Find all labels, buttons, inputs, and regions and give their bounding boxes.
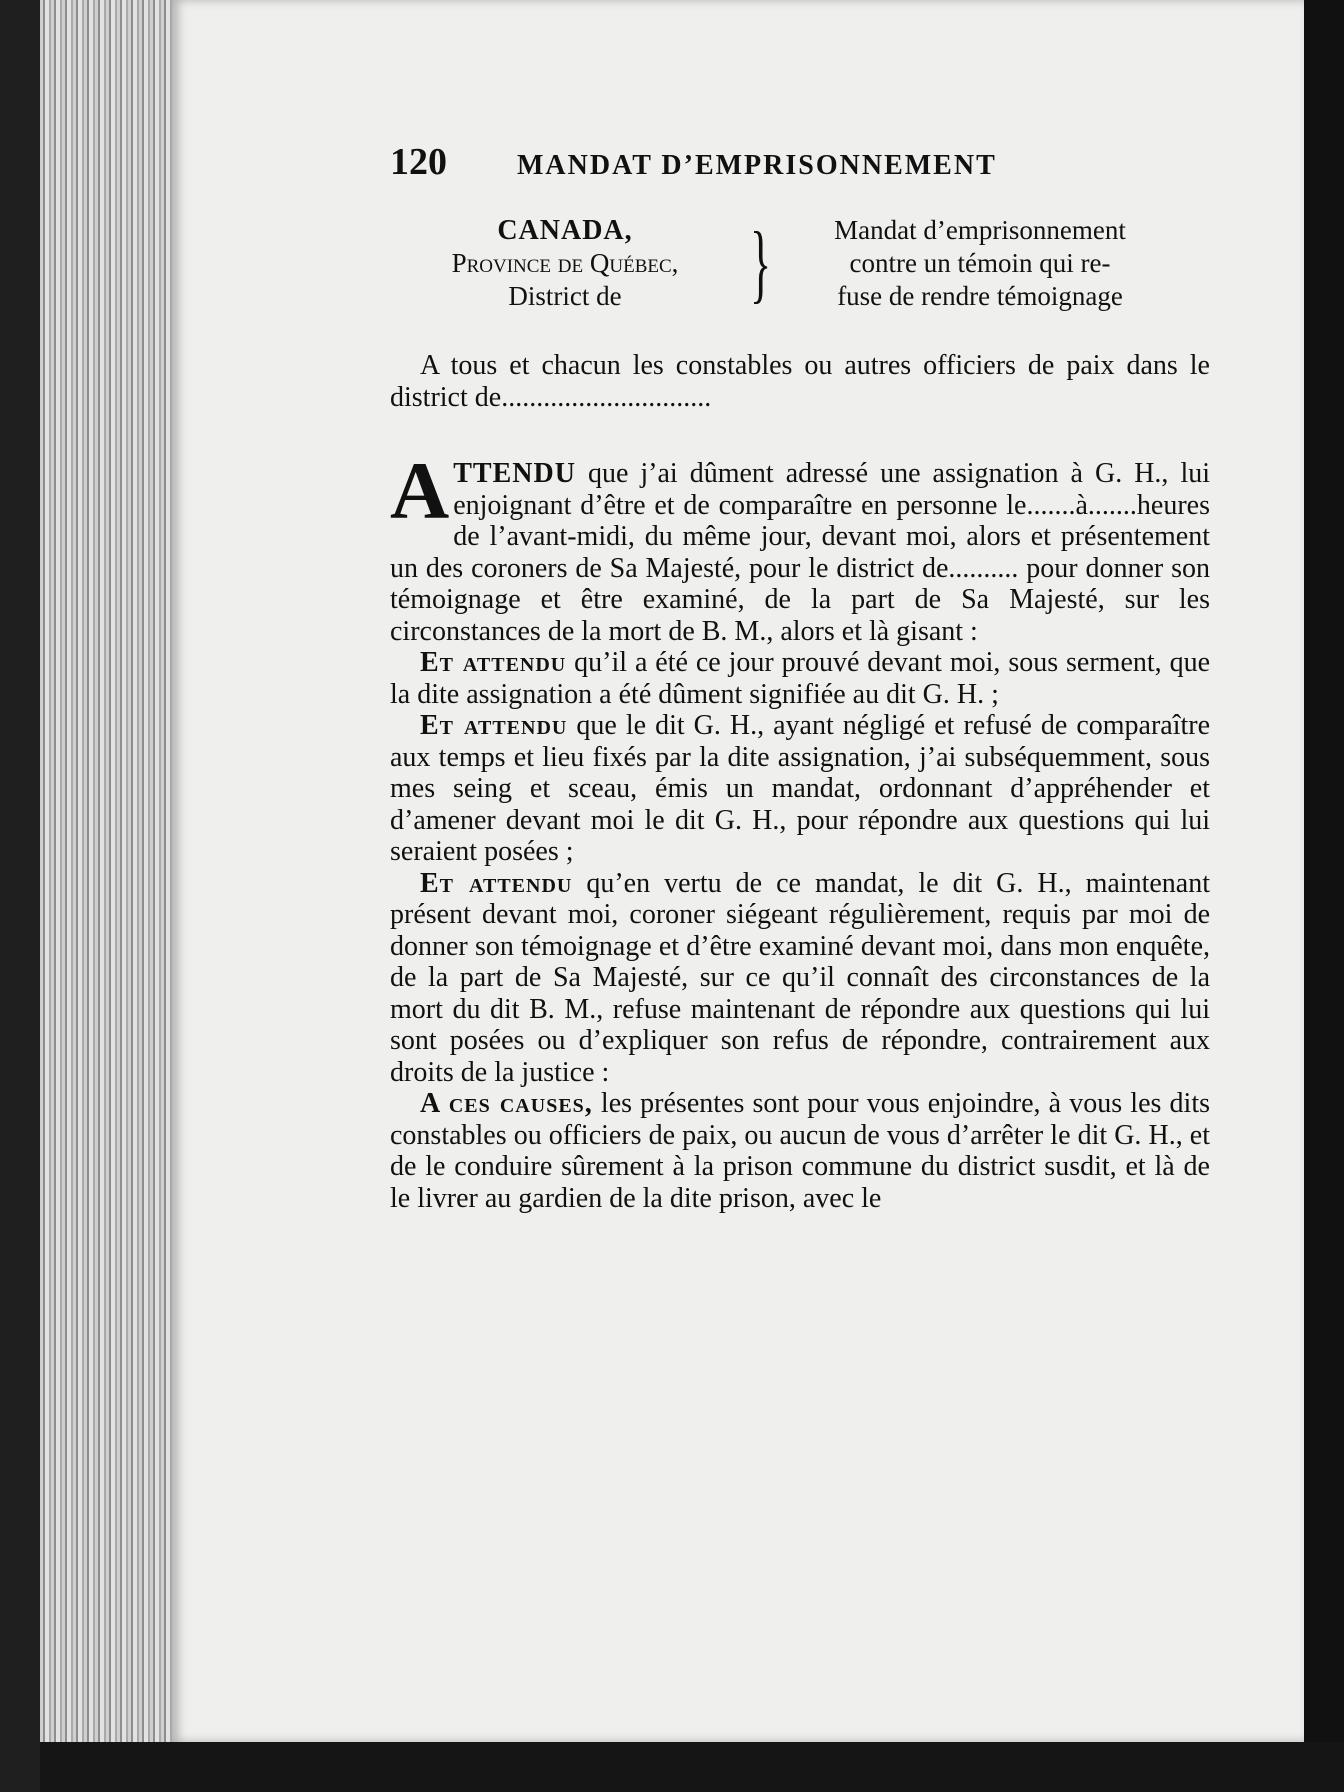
- paragraph-text: qu’en vertu de ce mandat, le dit G. H., maintenant présent devant moi, coroner siégeant régulièrement, requis par moi de donner son témoignage et d’être examiné devant moi, dans mon enquête, de la part de Sa Majesté, sur ce qu’il connaît des circonstances de la mort du dit B. M., refuse maintenant de répondre aux questions qui lui sont posées ou d’expliquer son refus de répondre, contrairement aux droits de la justice :: [390, 867, 1211, 1088]
- form-title: [780, 214, 1180, 313]
- drop-cap: A: [390, 445, 450, 536]
- form-title-line: Mandat d’emprisonnement: [834, 215, 1126, 245]
- paragraph-text: que j’ai dûment adressé une assignation à G. H., lui enjoignant d’être et de comparaître en personne le.......à.......heures de l’avant-midi, du même jour, devant moi, alors et présentement un des coroners de Sa Majesté, pour le district de.......... pour donner son témoignage et être examiné, de la part de Sa Majesté, sur les circonstances de la mort de B. M., alors et là gisant :: [390, 458, 1211, 647]
- running-head: [390, 140, 1210, 184]
- book-gutter: [1304, 0, 1344, 1792]
- paragraph-attendu-4: [390, 868, 1210, 1089]
- paragraph-text: qu’il a été ce jour prouvé devant moi, sous serment, que la dite assignation a été dûment signifiée au dit G. H. ;: [390, 647, 1211, 710]
- jurisdiction-province: Province de Québec,: [451, 248, 679, 278]
- form-title-line: fuse de rendre témoignage: [837, 281, 1123, 311]
- book-bottom-edge: [40, 1742, 1344, 1792]
- jurisdiction-country: CANADA,: [497, 215, 633, 246]
- paragraph-lead: TTENDU: [453, 458, 576, 489]
- paragraph-lead: A ces causes,: [420, 1088, 593, 1119]
- form-title-line: contre un témoin qui re-: [849, 248, 1111, 278]
- running-title: MANDAT D’EMPRISONNEMENT: [517, 150, 997, 181]
- paragraph-text: que le dit G. H., ayant négligé et refusé de comparaître aux temps et lieu fixés par la dite assignation, j’ai subséquemment, sous mes seing et sceau, émis un mandat, ordonnant d’appréhender et d’amener devant moi le dit G. H., pour répondre aux questions qui lui seraient posées ;: [390, 710, 1211, 867]
- paragraph-lead: Et attendu: [420, 710, 568, 741]
- page-number: 120: [390, 141, 447, 183]
- page-content: [390, 140, 1210, 1214]
- jurisdiction-district: District de: [508, 281, 622, 311]
- brace-icon: }: [750, 215, 772, 312]
- salutation: A tous et chacun les constables ou autres officiers de paix dans le district de..............................: [390, 350, 1210, 413]
- paragraph-ces-causes: [390, 1088, 1210, 1214]
- jurisdiction-block: [390, 214, 740, 313]
- form-heading: [390, 214, 1210, 314]
- paragraph-lead: Et attendu: [420, 647, 567, 678]
- paragraph-lead: Et attendu: [420, 867, 573, 899]
- paragraph-text: les présentes sont pour vous enjoindre, à vous les dits constables ou officiers de paix, ou aucun de vous d’arrêter le dit G. H., et de le conduire sûrement à la prison commune du district susdit, et là de le livrer au gardien de la dite prison, avec le: [390, 1088, 1210, 1214]
- book-page-edges: [40, 0, 180, 1792]
- paragraph-attendu-2: [390, 647, 1210, 710]
- paragraph-attendu-3: [390, 710, 1210, 868]
- paragraph-attendu-1: [390, 445, 1211, 647]
